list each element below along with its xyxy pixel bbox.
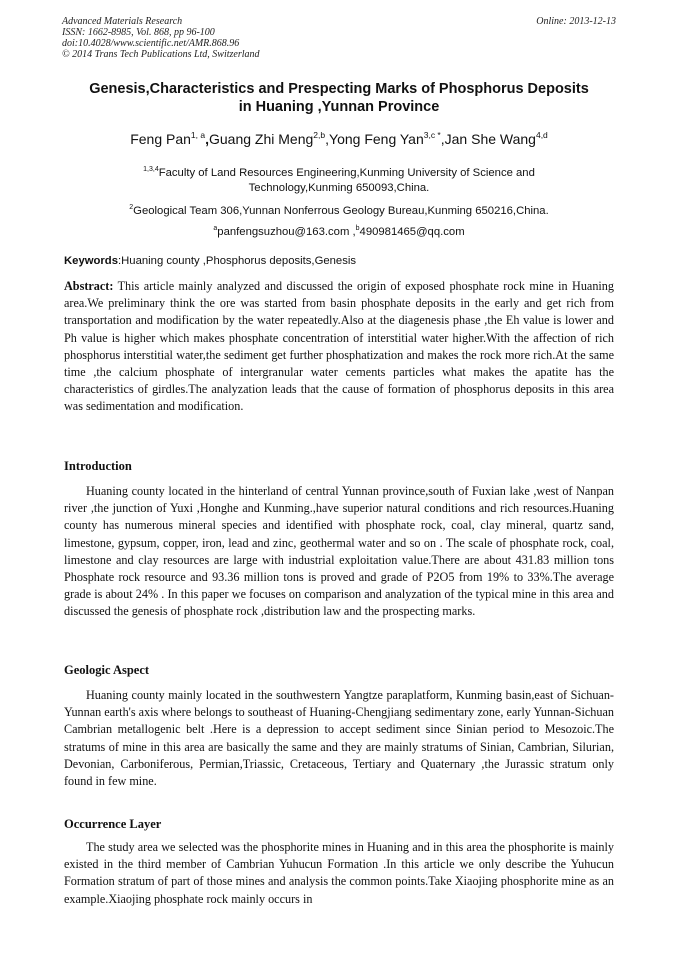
doi-line: doi:10.4028/www.scientific.net/AMR.868.96 (62, 38, 240, 49)
affiliation-2 (60, 204, 618, 219)
section-heading-geologic-aspect: Geologic Aspect (64, 663, 150, 677)
paper-title (55, 80, 623, 116)
introduction-text: Huaning county located in the hinterland of central Yunnan province,south of Fuxian lake ,west of Nanpan river ,the junction of Yuxi ,Honghe and Kunming.,have superior natural conditions and rich resources.Huaning county has numerous mineral species and identified with phosphate rock, coal, clay mineral, quartz sand, limestone, gypsum, copper, iron, lead and zinc, geothermal water and so on . The scale of phosphate rock, coal, limestone and clay resources are large with industrial exploitation value.There are about 431.83 million tons Phosphate rock resource and 93.36 million tons is proved and grade of P2O5 from 19% to 33%.The average grade is about 24% . In this paper we focuses on comparison and analyzation of the typical mine in this area and discussed the genesis of phosphate rock ,distribution law and the prospecting marks. (64, 484, 614, 619)
title-line-1: Genesis,Characteristics and Prespecting Marks of Phosphorus Deposits (89, 81, 589, 97)
keywords-text: :Huaning county ,Phosphorus deposits,Genesis (118, 255, 357, 267)
author-affil-mark: 3,c * (423, 130, 441, 140)
email-mark: a (213, 225, 218, 232)
keywords-label: Keywords (64, 255, 118, 267)
email-line (90, 225, 588, 240)
online-date: Online: 2013-12-13 (536, 16, 616, 27)
journal-name: Advanced Materials Research (62, 16, 183, 27)
occurrence-layer-text: The study area we selected was the phosphorite mines in Huaning and in this area the phosphorite is mainly existed in the third member of Cambrian Yuhucun Formation .In this article we only describe the Yuhucun Formation stratum of part of those mines and analysis the common points.Take Xiaojing phosphorite mine as an example.Xiaojing phosphate rock mainly occurs in (64, 840, 614, 906)
keywords (64, 254, 616, 268)
author-affil-mark: 1, a (190, 130, 206, 140)
author-name: Guang Zhi Meng (209, 131, 314, 147)
copyright-line: © 2014 Trans Tech Publications Ltd, Switzerland (62, 49, 260, 60)
title-line-2: in Huaning ,Yunnan Province (238, 99, 440, 115)
email-address: panfengsuzhou@163.com , (217, 226, 356, 238)
affiliation-mark: 1,3,4 (143, 166, 159, 173)
author-affil-mark: 4,d (535, 130, 548, 140)
journal-header (62, 16, 616, 60)
affiliation-text: Technology,Kunming 650093,China. (248, 181, 430, 194)
author-affil-mark: 2,b (313, 130, 326, 140)
section-heading-occurrence-layer: Occurrence Layer (64, 817, 162, 831)
affiliation-text: Geological Team 306,Yunnan Nonferrous Geology Bureau,Kunming 650216,China. (133, 205, 549, 217)
issn-line: ISSN: 1662-8985, Vol. 868, pp 96-100 (62, 27, 215, 38)
abstract (64, 278, 614, 416)
email-address: 490981465@qq.com (359, 226, 465, 238)
section-heading-introduction: Introduction (64, 459, 132, 473)
geologic-aspect-text: Huaning county mainly located in the southwestern Yangtze paraplatform, Kunming basin,east of Sichuan-Yunnan earth's axis where belongs to southeast of Huaning-Chengjiang sedimentary zone, early Yunnan-Sichuan Cambrian metallogenic belt .Here is a depression to accept sediment since Sinian period to Mesozoic.The stratums of mine in this area are basically the same and they are mainly stratums of Sinian, Cambrian, Silurian, Devonian, Carboniferous, Permian,Triassic, Cretaceous, Tertiary and Quaternary ,the Jurassic stratum only found in few mine. (64, 688, 614, 789)
author-name: Feng Pan (130, 131, 191, 147)
abstract-label: Abstract: (64, 279, 114, 293)
author-name: Jan She Wang (444, 131, 536, 147)
author-name: Yong Feng Yan (329, 131, 424, 147)
email-mark: b (355, 225, 360, 232)
author-list: Feng Pan$^{1, a}$,Guang Zhi Meng$^{2,b}$,Yong Feng Yan$^{3,c *}$,Jan She Wang$^{4,d}$ (130, 130, 548, 147)
affiliation-mark: 2 (129, 204, 134, 211)
affiliation-text: Faculty of Land Resources Engineering,Kunming University of Science and (158, 167, 535, 179)
abstract-text: This article mainly analyzed and discussed the origin of exposed phosphate rock mine in Huaning area.We preliminary think the ore was started from basin phosphate deposits in the early and get rich from transportation and modification by the water repeatedly.Also at the diagenesis phase ,the Eh value is lower and Ph value is higher which makes phosphate concentration of interstitial water higher.With the affection of rich phosphorus interstitial water,the sediment get further phosphatization and makes the rock more rich.At the same time ,the calcium phosphate of intergranular water cements particles what makes the apatite has the characteristics of girdles.The analyzation leads that the cause of formation of phosphorus deposits in this area was sedimentation and modification. (64, 279, 614, 414)
affiliation-1 (90, 166, 588, 195)
